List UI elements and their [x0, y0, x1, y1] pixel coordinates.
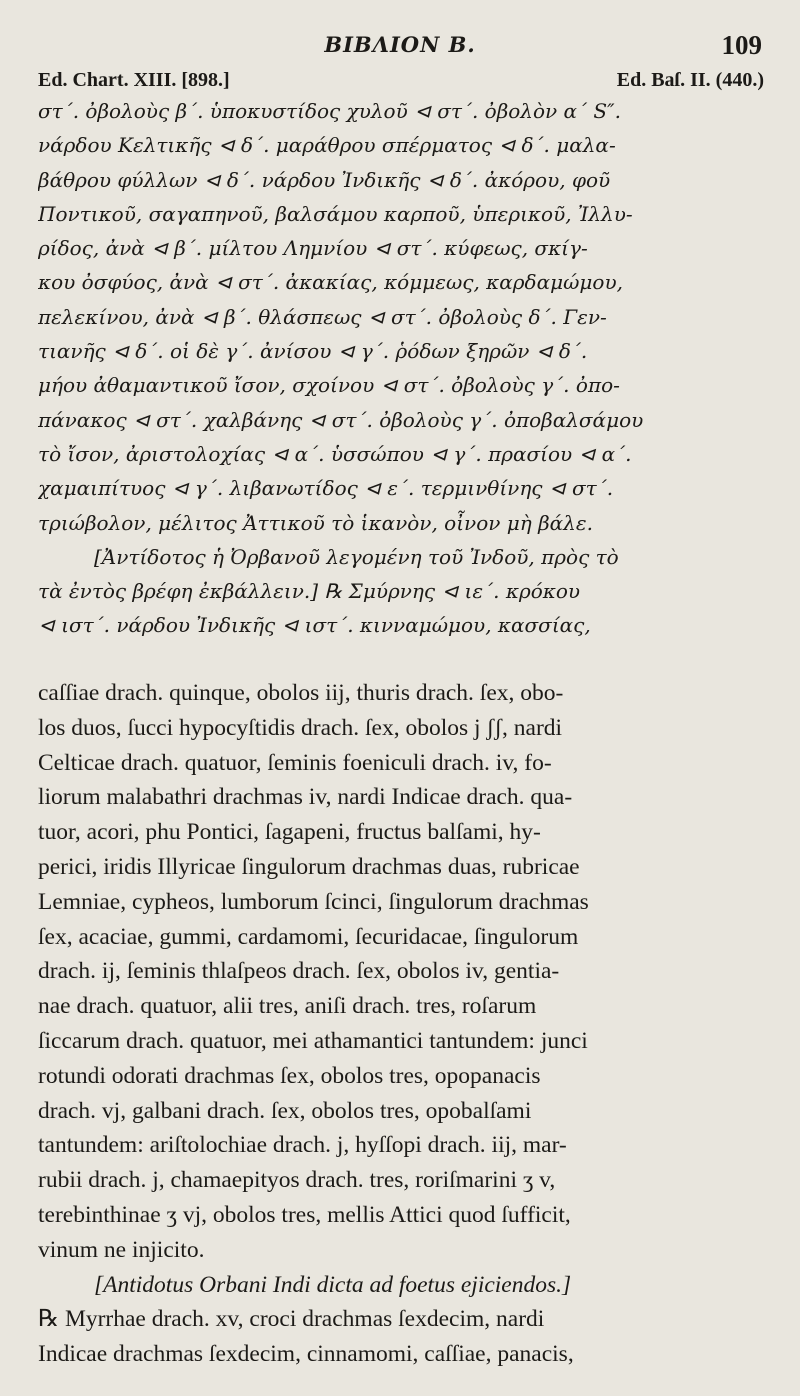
greek-line: χαμαιπίτυος ⊲ γ΄. λιβανωτίδος ⊲ ε΄. τερμινθίνης ⊲ στ΄. — [38, 476, 614, 501]
latin-line: tantundem: ariſtolochiae drach. j, hyſſopi drach. iij, mar- — [38, 1132, 567, 1159]
greek-line: κου ὀσφύος, ἀνὰ ⊲ στ΄. ἀκακίας, κόμμεως, καρδαμώμου, — [38, 270, 623, 295]
greek-text-block — [38, 94, 768, 643]
greek-line: τὸ ἴσον, ἀριστολοχίας ⊲ α΄. ὑσσώπου ⊲ γ΄. πρασίου ⊲ α΄. — [38, 441, 632, 466]
latin-line: Celticae drach. quatuor, ſeminis foeniculi drach. iv, fo- — [38, 749, 552, 776]
latin-line: ſiccarum drach. quatuor, mei athamantici tantundem: junci — [38, 1027, 588, 1054]
greek-line: νάρδου Κελτικῆς ⊲ δ΄. μαράθρου σπέρματος ⊲ δ΄. μαλα- — [38, 133, 616, 158]
edition-references — [38, 69, 764, 95]
latin-line: nae drach. quatuor, alii tres, aniſi drach. tres, roſarum — [38, 993, 537, 1020]
latin-line: rubii drach. j, chamaepityos drach. tres, roriſmarini ʒ v, — [38, 1167, 556, 1194]
greek-line: τὰ ἐντὸς βρέφη ἐκβάλλειν.] ℞ Σμύρνης ⊲ ιε΄. κρόκου — [38, 579, 581, 604]
latin-line: rotundi odorati drachmas ſex, obolos tres, opopanacis — [38, 1062, 541, 1089]
latin-text-block — [38, 676, 768, 1372]
greek-line: τριώβολον, μέλιτος Ἀττικοῦ τὸ ἱκανὸν, οἶνον μὴ βάλε. — [38, 510, 593, 535]
latin-line: tuor, acori, phu Pontici, ſagapeni, fructus balſami, hy- — [38, 819, 541, 846]
latin-line: ℞ Myrrhae drach. xv, croci drachmas ſexdecim, nardi — [38, 1306, 545, 1333]
latin-line: Indicae drachmas ſexdecim, cinnamomi, caſſiae, panacis, — [38, 1341, 574, 1368]
latin-line: perici, iridis Illyricae ſingulorum drachmas duas, rubricae — [38, 853, 580, 880]
page-number: 109 — [721, 30, 762, 60]
greek-line: πελεκίνου, ἀνὰ ⊲ β΄. θλάσπεως ⊲ στ΄. ὀβολοὺς δ΄. Γεν- — [38, 304, 607, 329]
latin-line: caſſiae drach. quinque, obolos iij, thuris drach. ſex, obo- — [38, 680, 564, 706]
greek-line: πάνακος ⊲ στ΄. χαλβάνης ⊲ στ΄. ὀβολοὺς γ΄. ὀποβαλσάμου — [38, 407, 644, 432]
page-header — [0, 30, 800, 64]
greek-line: μήου ἀθαμαντικοῦ ἴσον, σχοίνου ⊲ στ΄. ὀβολοὺς γ΄. ὀπο- — [38, 373, 620, 398]
latin-line: terebinthinae ʒ vj, obolos tres, mellis Attici quod ſufficit, — [38, 1201, 571, 1228]
greek-line: βάθρου φύλλων ⊲ δ΄. νάρδου Ἰνδικῆς ⊲ δ΄. ἀκόρου, φοῦ — [38, 167, 611, 192]
latin-line: drach. vj, galbani drach. ſex, obolos tres, opobalſami — [38, 1097, 532, 1124]
greek-line: ⊲ ιστ΄. νάρδου Ἰνδικῆς ⊲ ιστ΄. κινναμώμου, κασσίας, — [38, 613, 591, 638]
latin-line: drach. ij, ſeminis thlaſpeos drach. ſex, obolos iv, gentia- — [38, 958, 560, 985]
latin-line: ſex, acaciae, gummi, cardamomi, ſecuridacae, ſingulorum — [38, 923, 579, 950]
greek-line: στ΄. ὀβολοὺς β΄. ὑποκυστίδος χυλοῦ ⊲ στ΄. ὀβολὸν α΄ S″. — [38, 99, 621, 123]
latin-line: liorum malabathri drachmas iv, nardi Indicae drach. qua- — [38, 784, 573, 811]
edition-reference-chartier: Ed. Chart. XIII. [898.] — [38, 69, 230, 91]
greek-line: Ποντικοῦ, σαγαπηνοῦ, βαλσάμου καρποῦ, ὑπερικοῦ, Ἰλλυ- — [38, 201, 633, 226]
latin-line: los duos, ſucci hypocyſtidis drach. ſex, obolos j ʃʃ, nardi — [38, 714, 563, 741]
edition-reference-basel: Ed. Baſ. II. (440.) — [616, 69, 764, 91]
running-title: ΒΙΒΛΙΟΝ Β. — [324, 32, 476, 57]
greek-line: ρίδος, ἀνὰ ⊲ β΄. μίλτου Λημνίου ⊲ στ΄. κύφεως, σκίγ- — [38, 236, 588, 261]
latin-line: Lemniae, cypheos, lumborum ſcinci, ſingulorum drachmas — [38, 888, 589, 915]
greek-line: τιανῆς ⊲ δ΄. οἱ δὲ γ΄. ἀνίσου ⊲ γ΄. ῥόδων ξηρῶν ⊲ δ΄. — [38, 339, 588, 364]
latin-heading-line: [Antidotus Orbani Indi dicta ad foetus ejiciendos.] — [94, 1271, 572, 1298]
latin-line: vinum ne injicito. — [38, 1236, 205, 1263]
greek-heading-line: [Ἀντίδοτος ἡ Ὀρβανοῦ λεγομένη τοῦ Ἰνδοῦ, πρὸς τὸ — [94, 544, 619, 569]
